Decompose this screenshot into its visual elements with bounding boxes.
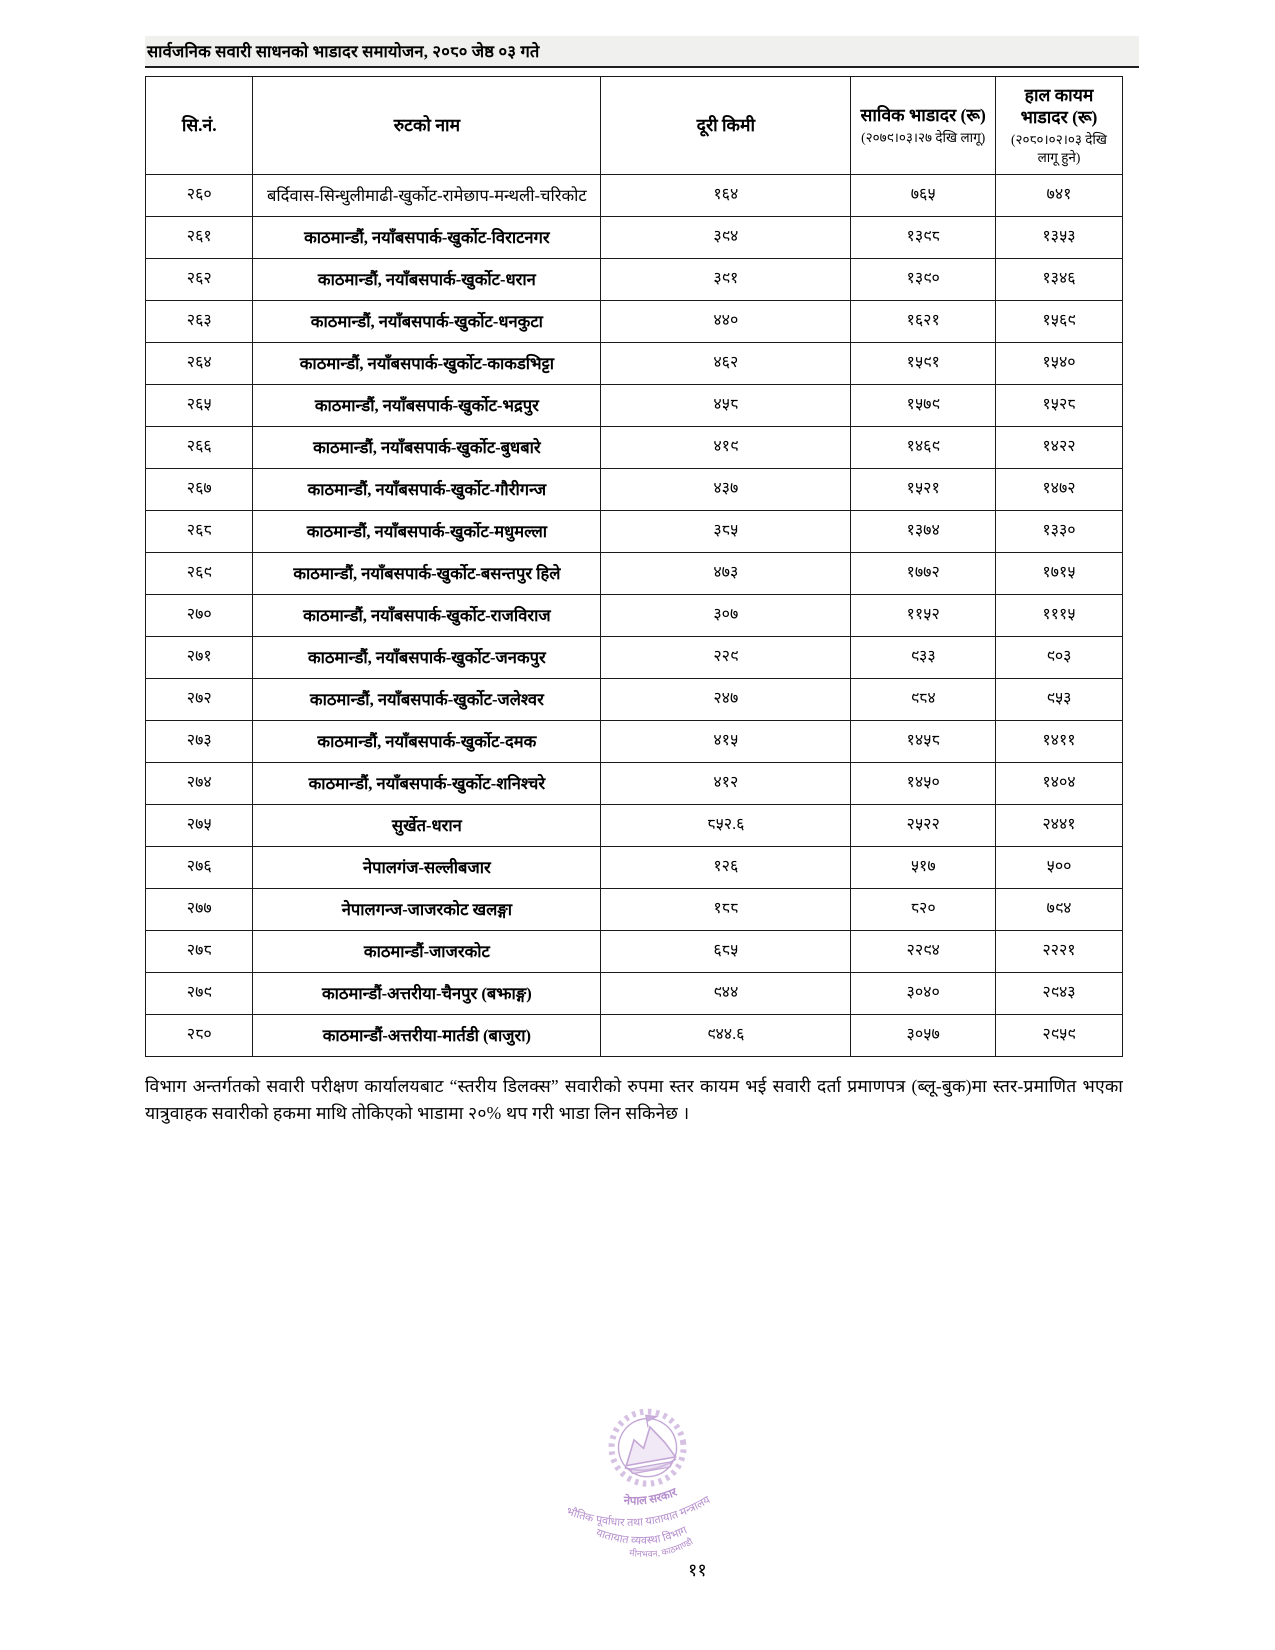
svg-text:नेपाल सरकार (620, 1483, 681, 1511)
cell-old-fare: ५१७ (851, 847, 996, 889)
cell-new-fare: १४७२ (995, 469, 1122, 511)
cell-route: काठमान्डौं, नयाँबसपार्क-खुर्कोट-राजविराज (253, 595, 601, 637)
cell-serial: २६२ (146, 259, 253, 301)
cell-old-fare: ९८४ (851, 679, 996, 721)
stamp-line-department: यातायात व्यवस्था विभाग (594, 1524, 690, 1548)
table-row (146, 763, 1123, 805)
cell-serial: २६३ (146, 301, 253, 343)
table-row (146, 1015, 1123, 1057)
cell-serial: २७४ (146, 763, 253, 805)
cell-old-fare: ७६५ (851, 175, 996, 217)
table-row (146, 679, 1123, 721)
cell-route: नेपालगंज-सल्लीबजार (253, 847, 601, 889)
cell-serial: २७८ (146, 931, 253, 973)
cell-distance: ४४० (601, 301, 851, 343)
col-header-sub: (२०८०।०२।०३ देखि लागू हुने) (1010, 132, 1107, 166)
cell-old-fare: १५७९ (851, 385, 996, 427)
header-row (146, 77, 1123, 175)
cell-serial: २७२ (146, 679, 253, 721)
table-row (146, 847, 1123, 889)
cell-old-fare: १३९० (851, 259, 996, 301)
cell-serial: २६९ (146, 553, 253, 595)
col-header-serial (146, 77, 253, 175)
cell-serial: २७९ (146, 973, 253, 1015)
cell-old-fare: ११५२ (851, 595, 996, 637)
table-row (146, 511, 1123, 553)
table-row (146, 805, 1123, 847)
cell-route: काठमान्डौं, नयाँबसपार्क-खुर्कोट-बुधबारे (253, 427, 601, 469)
cell-distance: ४१२ (601, 763, 851, 805)
cell-old-fare: ९३३ (851, 637, 996, 679)
cell-serial: २७६ (146, 847, 253, 889)
cell-distance: ६८५ (601, 931, 851, 973)
table-row (146, 595, 1123, 637)
col-header-sub: (२०७९।०३।२७ देखि लागू) (861, 129, 986, 145)
cell-serial: २६७ (146, 469, 253, 511)
cell-route: काठमान्डौं, नयाँबसपार्क-खुर्कोट-विराटनगर (253, 217, 601, 259)
cell-distance: ४३७ (601, 469, 851, 511)
table-row (146, 175, 1123, 217)
deluxe-fare-note: विभाग अन्तर्गतको सवारी परीक्षण कार्यालयबाट “स्तरीय डिलक्स” सवारीको रुपमा स्तर कायम भई सवारी दर्ता प्रमाणपत्र (ब्लू-बुक)मा स्तर-प्रमाणित भएका यात्रुवाहक सवारीको हकमा माथि तोकिएको भाडामा २०% थप गरी भाडा लिन सकिनेछ । (145, 1076, 1123, 1124)
cell-new-fare: २९४३ (995, 973, 1122, 1015)
cell-old-fare: ८२० (851, 889, 996, 931)
cell-route: नेपालगन्ज-जाजरकोट खलङ्गा (253, 889, 601, 931)
fare-table-body (146, 175, 1123, 1057)
cell-serial: २६६ (146, 427, 253, 469)
cell-route: काठमान्डौं, नयाँबसपार्क-खुर्कोट-धरान (253, 259, 601, 301)
table-row (146, 259, 1123, 301)
cell-distance: ३९१ (601, 259, 851, 301)
svg-text:भौतिक पूर्वाधार तथा यातायात मन (563, 1480, 715, 1542)
cell-distance: ३८५ (601, 511, 851, 553)
cell-new-fare: १४०४ (995, 763, 1122, 805)
table-row (146, 343, 1123, 385)
cell-distance: २४७ (601, 679, 851, 721)
page-number: ११ (688, 1560, 707, 1580)
cell-old-fare: १७७२ (851, 553, 996, 595)
col-header-label: हाल कायम भाडादर (रू) (1020, 84, 1098, 128)
col-header-route (253, 77, 601, 175)
cell-serial: २६१ (146, 217, 253, 259)
col-header-new-fare (995, 77, 1122, 175)
page-title (145, 36, 1139, 68)
cell-serial: २८० (146, 1015, 253, 1057)
col-header-old-fare (851, 77, 996, 175)
cell-old-fare: ३०४० (851, 973, 996, 1015)
cell-new-fare: १३५३ (995, 217, 1122, 259)
cell-route: काठमान्डौं, नयाँबसपार्क-खुर्कोट-बसन्तपुर हिले (253, 553, 601, 595)
col-header-distance (601, 77, 851, 175)
col-header-label: साविक भाडादर (रू) (860, 105, 986, 126)
cell-route: काठमान्डौं, नयाँबसपार्क-खुर्कोट-धनकुटा (253, 301, 601, 343)
cell-distance: ४७३ (601, 553, 851, 595)
cell-new-fare: ५०० (995, 847, 1122, 889)
cell-old-fare: २२९४ (851, 931, 996, 973)
cell-route: काठमान्डौं-अत्तरीया-चैनपुर (बझाङ्ग) (253, 973, 601, 1015)
cell-serial: २७३ (146, 721, 253, 763)
cell-new-fare: १५२८ (995, 385, 1122, 427)
cell-new-fare: १३३० (995, 511, 1122, 553)
cell-distance: ४१९ (601, 427, 851, 469)
cell-new-fare: ७९४ (995, 889, 1122, 931)
cell-old-fare: १६२१ (851, 301, 996, 343)
table-row (146, 385, 1123, 427)
cell-route: काठमान्डौं, नयाँबसपार्क-खुर्कोट-मधुमल्ला (253, 511, 601, 553)
table-row (146, 427, 1123, 469)
cell-route: काठमान्डौं, नयाँबसपार्क-खुर्कोट-शनिश्चरे (253, 763, 601, 805)
cell-new-fare: ७४१ (995, 175, 1122, 217)
cell-new-fare: १५४० (995, 343, 1122, 385)
cell-new-fare: ९०३ (995, 637, 1122, 679)
cell-route: काठमान्डौं, नयाँबसपार्क-खुर्कोट-दमक (253, 721, 601, 763)
cell-old-fare: १३७४ (851, 511, 996, 553)
stamp-line-government: नेपाल सरकार (623, 1486, 679, 1508)
cell-route: काठमान्डौं-जाजरकोट (253, 931, 601, 973)
cell-route: काठमान्डौं-अत्तरीया-मार्तडी (बाजुरा) (253, 1015, 601, 1057)
table-row (146, 217, 1123, 259)
cell-old-fare: ३०५७ (851, 1015, 996, 1057)
cell-serial: २७० (146, 595, 253, 637)
cell-route: काठमान्डौं, नयाँबसपार्क-खुर्कोट-गौरीगन्ज (253, 469, 601, 511)
cell-new-fare: १३४६ (995, 259, 1122, 301)
col-header-label: रुटको नाम (393, 115, 461, 136)
table-row (146, 553, 1123, 595)
cell-serial: २७१ (146, 637, 253, 679)
cell-distance: १२६ (601, 847, 851, 889)
cell-distance: ४१५ (601, 721, 851, 763)
cell-distance: ४६२ (601, 343, 851, 385)
cell-serial: २६५ (146, 385, 253, 427)
document-content (145, 36, 1123, 1127)
cell-route: सुर्खेत-धरान (253, 805, 601, 847)
government-seal-stamp (519, 1366, 792, 1614)
cell-serial: २६४ (146, 343, 253, 385)
cell-distance: ९४४.६ (601, 1015, 851, 1057)
cell-route: काठमान्डौं, नयाँबसपार्क-खुर्कोट-भद्रपुर (253, 385, 601, 427)
page-title-text: सार्वजनिक सवारी साधनको भाडादर समायोजन, २०८० जेष्ठ ०३ गते (147, 42, 540, 61)
cell-serial: २६० (146, 175, 253, 217)
cell-new-fare: १७१५ (995, 553, 1122, 595)
cell-old-fare: १५९१ (851, 343, 996, 385)
cell-old-fare: १३९८ (851, 217, 996, 259)
cell-old-fare: २५२२ (851, 805, 996, 847)
cell-new-fare: १५६९ (995, 301, 1122, 343)
cell-new-fare: १११५ (995, 595, 1122, 637)
cell-serial: २७५ (146, 805, 253, 847)
cell-distance: १६४ (601, 175, 851, 217)
stamp-line-address: मीनभवन, काठमाण्डौ (628, 1536, 695, 1559)
cell-route: काठमान्डौं, नयाँबसपार्क-खुर्कोट-काकडभिट्टा (253, 343, 601, 385)
cell-distance: ३९४ (601, 217, 851, 259)
stamp-line-ministry: भौतिक पूर्वाधार तथा यातायात मन्त्रालय (564, 1493, 713, 1529)
table-row (146, 973, 1123, 1015)
cell-old-fare: १४६९ (851, 427, 996, 469)
table-row (146, 469, 1123, 511)
cell-serial: २७७ (146, 889, 253, 931)
table-row (146, 889, 1123, 931)
cell-route: काठमान्डौं, नयाँबसपार्क-खुर्कोट-जलेश्वर (253, 679, 601, 721)
fare-table (145, 76, 1123, 1057)
cell-old-fare: १५२१ (851, 469, 996, 511)
col-header-label: दूरी किमी (696, 115, 755, 136)
cell-distance: २२९ (601, 637, 851, 679)
table-row (146, 931, 1123, 973)
cell-distance: ४५८ (601, 385, 851, 427)
table-row (146, 637, 1123, 679)
cell-new-fare: २९५९ (995, 1015, 1122, 1057)
nepal-emblem-icon (606, 1406, 689, 1489)
fare-table-header (146, 77, 1123, 175)
cell-distance: ९४४ (601, 973, 851, 1015)
cell-route: काठमान्डौं, नयाँबसपार्क-खुर्कोट-जनकपुर (253, 637, 601, 679)
col-header-label: सि.नं. (181, 115, 217, 136)
cell-old-fare: १४५० (851, 763, 996, 805)
cell-distance: १८८ (601, 889, 851, 931)
cell-old-fare: १४५८ (851, 721, 996, 763)
table-row (146, 301, 1123, 343)
cell-serial: २६८ (146, 511, 253, 553)
table-row (146, 721, 1123, 763)
cell-new-fare: २४४१ (995, 805, 1122, 847)
cell-distance: ३०७ (601, 595, 851, 637)
cell-new-fare: २२२१ (995, 931, 1122, 973)
cell-new-fare: १४२२ (995, 427, 1122, 469)
cell-new-fare: १४११ (995, 721, 1122, 763)
cell-new-fare: ९५३ (995, 679, 1122, 721)
cell-route: बर्दिवास-सिन्धुलीमाढी-खुर्कोट-रामेछाप-मन्थली-चरिकोट (253, 175, 601, 217)
cell-distance: ८५२.६ (601, 805, 851, 847)
